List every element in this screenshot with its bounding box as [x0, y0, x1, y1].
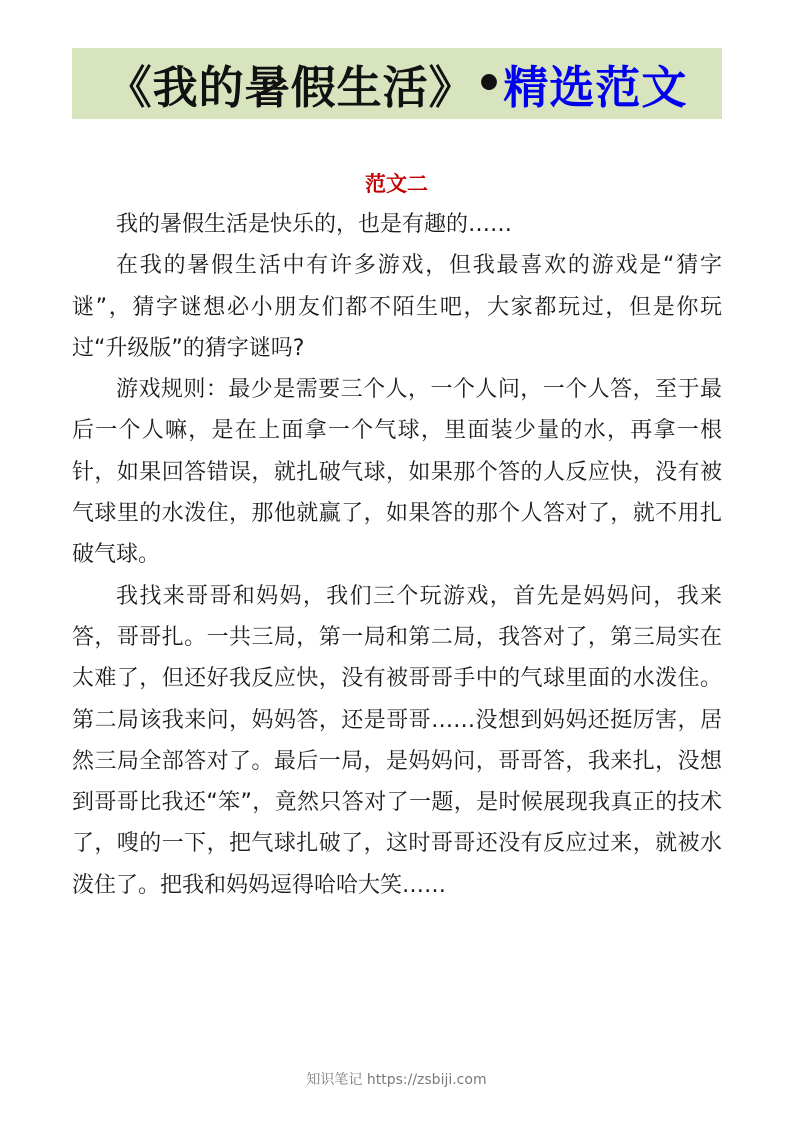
essay-body [72, 204, 722, 906]
title-separator: • [474, 57, 504, 110]
essay-heading: 范文二 [365, 172, 428, 196]
essay-paragraph-1: 我的暑假生活是快乐的，也是有趣的…… [116, 212, 513, 237]
essay-paragraph-3: 游戏规则：最少是需要三个人，一个人问，一个人答，至于最后一个人嘛，是在上面拿一个气球，里面装少量的水，再拿一根针，如果回答错误，就扎破气球，如果那个答的人反应快，没有被气球里的水泼住，那他就赢了，如果答的那个人答对了，就不用扎破气球。 [72, 377, 722, 568]
title-banner [72, 48, 722, 119]
footer-watermark: 知识笔记 https://zsbiji.com [306, 1072, 487, 1088]
essay-paragraph-2: 在我的暑假生活中有许多游戏，但我最喜欢的游戏是“猜字谜”，猜字谜想必小朋友们都不陌生吧，大家都玩过，但是你玩过“升级版”的猜字谜吗? [72, 253, 722, 361]
page-title: 《我的暑假生活》 [106, 61, 475, 114]
title-accent: 精选范文 [503, 61, 688, 114]
essay-paragraph-4: 我找来哥哥和妈妈，我们三个玩游戏，首先是妈妈问，我来答，哥哥扎。一共三局，第一局和第二局，我答对了，第三局实在太难了，但还好我反应快，没有被哥哥手中的气球里面的水泼住。第二局该我来问，妈妈答，还是哥哥……没想到妈妈还挺厉害，居然三局全部答对了。最后一局，是妈妈问，哥哥答，我来扎，没想到哥哥比我还“笨”，竟然只答对了一题，是时候展现我真正的技术了，嗖的一下，把气球扎破了，这时哥哥还没有反应过来，就被水泼住了。把我和妈妈逗得哈哈大笑…… [72, 583, 722, 898]
